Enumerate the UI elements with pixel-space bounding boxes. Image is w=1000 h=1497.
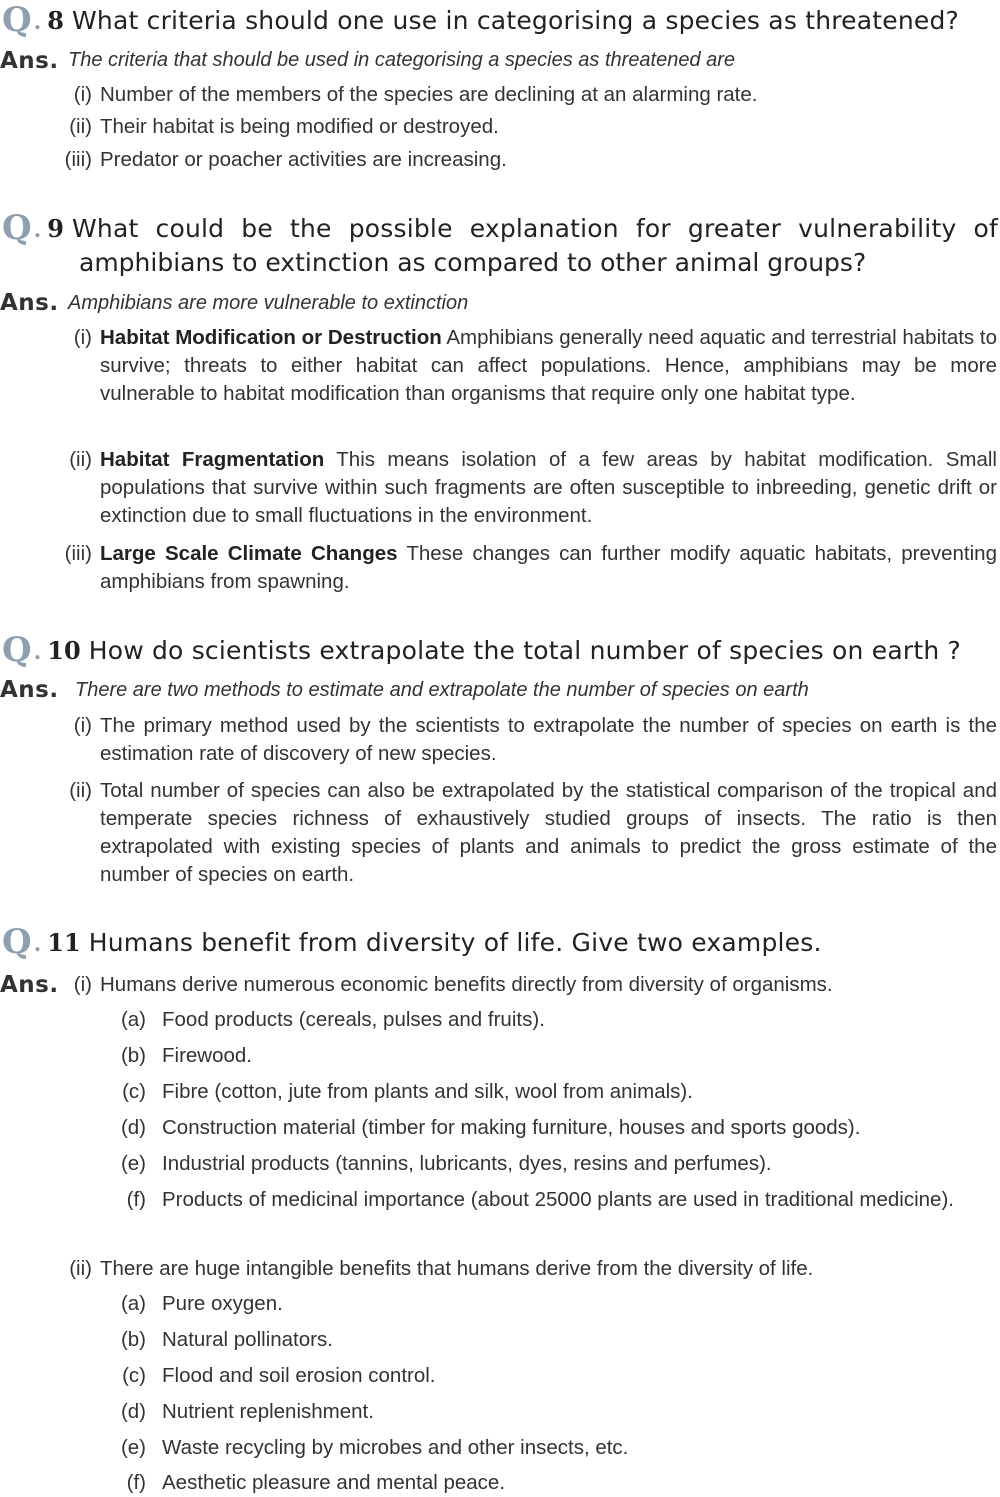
item-marker: (b) — [120, 1328, 146, 1351]
item-text: This means isolation of a few areas by habitat modification. Small populations that survive within such fragments are often susceptible to inbreeding, genetic drift or extinction due to small fluctuations in the environment. — [100, 448, 997, 527]
item-text: Industrial products (tannins, lubricants, dyes, resins and perfumes). — [162, 1152, 772, 1175]
sub-list-item — [116, 1114, 998, 1142]
answer-intro: The criteria that should be used in categorising a species as threatened are — [68, 49, 736, 71]
item-marker: (e) — [120, 1152, 146, 1175]
question-number: 9 — [47, 214, 64, 243]
item-marker: (b) — [120, 1044, 146, 1067]
answer-label: Ans. — [0, 677, 59, 703]
item-text: Predator or poacher activities are increasing. — [100, 148, 507, 171]
item-text: Fibre (cotton, jute from plants and silk, wool from animals). — [162, 1080, 693, 1103]
item-marker: (ii) — [69, 779, 92, 802]
question-text: What criteria should one use in categorising a species as threatened? — [72, 6, 960, 35]
question-number: 10 — [47, 636, 81, 665]
list-item — [62, 324, 997, 436]
item-marker: (i) — [73, 973, 92, 996]
item-heading: Habitat Fragmentation — [100, 448, 325, 471]
item-marker: (c) — [122, 1080, 146, 1103]
question-letter: Q — [2, 208, 32, 248]
list-item — [62, 1255, 997, 1283]
item-marker: (d) — [120, 1400, 146, 1423]
answer-label: Ans. — [0, 48, 59, 74]
answer-intro: There are two methods to estimate and extrapolate the number of species on earth — [75, 679, 809, 701]
item-text: Firewood. — [162, 1044, 253, 1067]
sub-list-item — [116, 1326, 998, 1354]
question-text-line-2: amphibians to extinction as compared to other animal groups? — [79, 248, 867, 277]
question-number: 8 — [47, 6, 64, 35]
item-text: Waste recycling by microbes and other insects, etc. — [162, 1436, 629, 1459]
question-letter: Q — [2, 922, 32, 962]
item-marker: (d) — [120, 1116, 146, 1139]
question-text: How do scientists extrapolate the total number of species on earth ? — [88, 636, 961, 665]
sub-list-item — [116, 1362, 998, 1390]
question-letter: Q — [2, 630, 32, 670]
item-heading: Habitat Modification or Destruction — [100, 326, 442, 349]
item-text: Amphibians generally need aquatic and terrestrial habitats to survive; threats to either habitat can affect populations. Hence, amphibians may be more vulnerable to habitat modification than organisms that require only one habitat type. — [100, 326, 997, 405]
question-text: Humans benefit from diversity of life. Give two examples. — [88, 928, 822, 957]
item-text: Nutrient replenishment. — [162, 1400, 374, 1423]
item-marker: (ii) — [69, 448, 92, 471]
item-text: Aesthetic pleasure and mental peace. — [162, 1471, 506, 1494]
question-number: 11 — [47, 928, 81, 957]
item-text: Construction material (timber for making furniture, houses and sports goods). — [162, 1116, 861, 1139]
item-heading: Large Scale Climate Changes — [100, 542, 398, 565]
item-text: There are huge intangible benefits that humans derive from the diversity of life. — [100, 1257, 814, 1280]
sub-list-item — [116, 1434, 998, 1462]
item-text: Food products (cereals, pulses and fruits). — [162, 1008, 545, 1031]
list-item — [62, 446, 997, 530]
item-marker: (f) — [126, 1188, 146, 1211]
sub-list-item — [116, 1006, 998, 1034]
item-marker: (a) — [120, 1008, 146, 1031]
question-letter: Q — [2, 0, 32, 40]
item-text: Flood and soil erosion control. — [162, 1364, 436, 1387]
list-item — [62, 712, 997, 768]
item-text: Number of the members of the species are declining at an alarming rate. — [100, 83, 758, 106]
item-marker: (i) — [73, 714, 92, 737]
list-item — [62, 540, 997, 596]
sub-list-item — [116, 1469, 998, 1497]
list-item — [62, 777, 997, 889]
sub-list-item — [116, 1186, 998, 1242]
item-marker: (i) — [73, 83, 92, 106]
question-8-heading: Q. 8 What criteria should one use in categorising a species as threatened? — [2, 0, 960, 40]
item-text: Natural pollinators. — [162, 1328, 333, 1351]
item-text: These changes can further modify aquatic habitats, preventing amphibians from spawning. — [100, 542, 997, 593]
item-marker: (c) — [122, 1364, 146, 1387]
question-9-heading: Q. 9 What could be the possible explanation for greater vulnerability of — [2, 208, 998, 248]
item-marker: (ii) — [69, 115, 92, 138]
item-marker: (iii) — [64, 148, 92, 171]
question-10-heading: Q. 10 How do scientists extrapolate the total number of species on earth ? — [2, 630, 961, 670]
item-text: The primary method used by the scientists to extrapolate the number of species on earth is the estimation rate of discovery of new species. — [100, 714, 997, 765]
list-item — [62, 971, 997, 999]
item-marker: (ii) — [69, 1257, 92, 1280]
answer-label: Ans. — [0, 972, 59, 998]
sub-list-item — [116, 1398, 998, 1426]
item-text: Humans derive numerous economic benefits directly from diversity of organisms. — [100, 973, 833, 996]
item-marker: (a) — [120, 1292, 146, 1315]
answer-label: Ans. — [0, 290, 59, 316]
list-item — [62, 146, 997, 174]
question-text-line-1: What could be the possible explanation for greater vulnerability of — [72, 214, 998, 243]
item-text: Pure oxygen. — [162, 1292, 283, 1315]
item-text: Total number of species can also be extrapolated by the statistical comparison of the tropical and temperate species richness of exhaustively studied groups of insects. The ratio is then extrapolated with existing species of plants and animals to predict the gross estimate of the number of species on earth. — [100, 779, 997, 886]
sub-list-item — [116, 1042, 998, 1070]
sub-list-item — [116, 1150, 998, 1178]
list-item — [62, 81, 997, 109]
item-marker: (i) — [73, 326, 92, 349]
question-11-heading: Q. 11 Humans benefit from diversity of life. Give two examples. — [2, 922, 822, 962]
answer-intro: Amphibians are more vulnerable to extinction — [68, 292, 469, 314]
item-marker: (iii) — [64, 542, 92, 565]
item-marker: (e) — [120, 1436, 146, 1459]
item-text: Products of medicinal importance (about 25000 plants are used in traditional medicine). — [162, 1188, 954, 1211]
item-marker: (f) — [126, 1471, 146, 1494]
sub-list-item — [116, 1078, 998, 1106]
item-text: Their habitat is being modified or destroyed. — [100, 115, 499, 138]
sub-list-item — [116, 1290, 998, 1318]
list-item — [62, 113, 997, 141]
